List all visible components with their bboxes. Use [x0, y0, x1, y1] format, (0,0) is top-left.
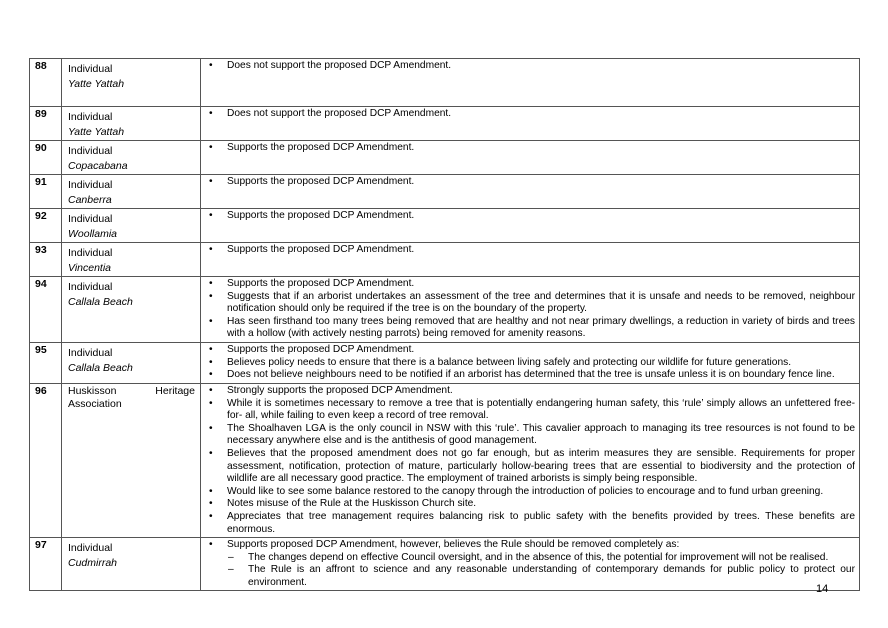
table-row	[30, 383, 860, 537]
submitter-name: Individual	[68, 213, 113, 225]
comment-item: • Notes misuse of the Rule at the Huskisson Church site.	[208, 498, 855, 511]
submitter-cell	[62, 383, 201, 537]
table-row	[30, 243, 860, 277]
comment-item: • Believes that the proposed amendment does not go far enough, but as interim measures they are sensible. Requirements for proper assessment, notification, protection of mature, particularly hollow-bearing trees that are essential to biodiversity and the protection of wildlife are all necessary good practice. The employment of trained arborists is simply being responsible.	[208, 448, 855, 486]
table-row	[30, 175, 860, 209]
submission-number: 88	[30, 59, 62, 107]
comment-item: • Does not believe neighbours need to be notified if an arborist has determined that the tree is unsafe unless it is on boundary fence line.	[208, 369, 855, 382]
submitter-cell	[62, 342, 201, 383]
table-row	[30, 59, 860, 107]
submitter-name: Individual	[68, 281, 113, 293]
submitter-cell	[62, 538, 201, 591]
submitter-name: Individual	[68, 111, 113, 123]
comments-cell	[201, 342, 860, 383]
sub-comment-list	[208, 552, 855, 590]
submission-number: 89	[30, 107, 62, 141]
comment-item: • Supports the proposed DCP Amendment.	[208, 344, 855, 357]
table-row	[30, 209, 860, 243]
submitter-name: Individual	[68, 542, 113, 555]
submitter-cell	[62, 277, 201, 343]
comment-item: • Supports the proposed DCP Amendment.	[208, 244, 855, 257]
submissions-table	[29, 58, 860, 591]
comment-item: • Supports the proposed DCP Amendment.	[208, 176, 855, 189]
submitter-location: Callala Beach	[68, 296, 133, 308]
table-row	[30, 342, 860, 383]
submitter-cell	[62, 243, 201, 277]
submission-number: 95	[30, 342, 62, 383]
submitter-name: Individual	[68, 63, 113, 75]
submission-number: 92	[30, 209, 62, 243]
comment-item: • The Shoalhaven LGA is the only council in NSW with this ‘rule’. This cavalier approach to managing its tree resources is not found to be necessary anywhere else and is the antithesis of good management.	[208, 423, 855, 448]
table-row	[30, 538, 860, 591]
submitter-location: Yatte Yattah	[68, 78, 125, 90]
comment-item: • Supports the proposed DCP Amendment.	[208, 278, 855, 291]
submission-number: 96	[30, 383, 62, 537]
comment-item: • Strongly supports the proposed DCP Amendment.	[208, 385, 855, 398]
comments-cell	[201, 277, 860, 343]
submitter-location: Callala Beach	[68, 361, 133, 374]
submitter-location: Copacabana	[68, 160, 128, 172]
submitter-cell	[62, 175, 201, 209]
comment-item: • Does not support the proposed DCP Amendment.	[208, 60, 855, 73]
submission-number: 94	[30, 277, 62, 343]
comment-item: • While it is sometimes necessary to remove a tree that is potentially endangering human safety, this ‘rule’ simply allows an unfettered free- for- all, while failing to even keep a record of tree removal.	[208, 398, 855, 423]
table-row	[30, 277, 860, 343]
submitter-name: Individual	[68, 346, 113, 359]
comment-item: • Supports the proposed DCP Amendment.	[208, 142, 855, 155]
comment-item: • Would like to see some balance restored to the canopy through the introduction of policies to encourage and to fund urban greening.	[208, 486, 855, 499]
submission-number: 90	[30, 141, 62, 175]
submitter-cell	[62, 59, 201, 107]
comment-item: • Supports the proposed DCP Amendment.	[208, 210, 855, 223]
submitter-location: Yatte Yattah	[68, 126, 125, 138]
table-row	[30, 141, 860, 175]
submitter-name-part: Heritage	[155, 384, 195, 397]
sub-comment-item: – The changes depend on effective Council oversight, and in the absence of this, the potential for improvement will not be realised.	[208, 552, 855, 565]
comment-item: • Appreciates that tree management requires balancing risk to public safety with the benefits provided by trees. These benefits are enormous.	[208, 511, 855, 536]
comments-cell	[201, 175, 860, 209]
submission-number: 93	[30, 243, 62, 277]
submitter-location: Cudmirrah	[68, 557, 118, 570]
submitter-name: Individual	[68, 247, 113, 259]
submitter-location: Canberra	[68, 194, 112, 206]
comment-text: Supports proposed DCP Amendment, however, believes the Rule should be removed completely as:	[227, 539, 680, 551]
comments-cell	[201, 243, 860, 277]
comment-item: • Believes policy needs to ensure that there is a balance between living safely and protecting our wildlife for future generations.	[208, 357, 855, 370]
comments-cell	[201, 209, 860, 243]
comment-item: • Suggests that if an arborist undertakes an assessment of the tree and determines that it is unsafe and needs to be removed, neighbour notification should only be required if the tree is on the boundary of the property.	[208, 291, 855, 316]
submission-number: 91	[30, 175, 62, 209]
comments-cell	[201, 59, 860, 107]
submitter-cell	[62, 141, 201, 175]
submitter-name-part: Huskisson	[68, 384, 117, 397]
comment-item	[208, 539, 855, 589]
submitter-name-line2: Association	[68, 397, 122, 410]
table-row	[30, 107, 860, 141]
submitter-name: Individual	[68, 145, 113, 157]
comments-cell	[201, 107, 860, 141]
sub-comment-item: – The Rule is an affront to science and any reasonable understanding of contemporary demands for public policy to protect our environment.	[208, 564, 855, 589]
submitter-cell	[62, 107, 201, 141]
comments-cell	[201, 141, 860, 175]
submitter-name: Individual	[68, 179, 113, 191]
comment-item: • Does not support the proposed DCP Amendment.	[208, 108, 855, 121]
comment-item: • Has seen firsthand too many trees being removed that are healthy and not near primary dwellings, a reduction in variety of birds and trees with a hollow (with actively nesting parrots) being removed for amenity reasons.	[208, 316, 855, 341]
submitter-location: Vincentia	[68, 262, 112, 274]
comments-cell	[201, 538, 860, 591]
page-number: 14	[816, 583, 829, 595]
comments-cell	[201, 383, 860, 537]
submission-number: 97	[30, 538, 62, 591]
submitter-name	[68, 385, 195, 398]
submitter-cell	[62, 209, 201, 243]
submitter-location: Woollamia	[68, 228, 118, 240]
